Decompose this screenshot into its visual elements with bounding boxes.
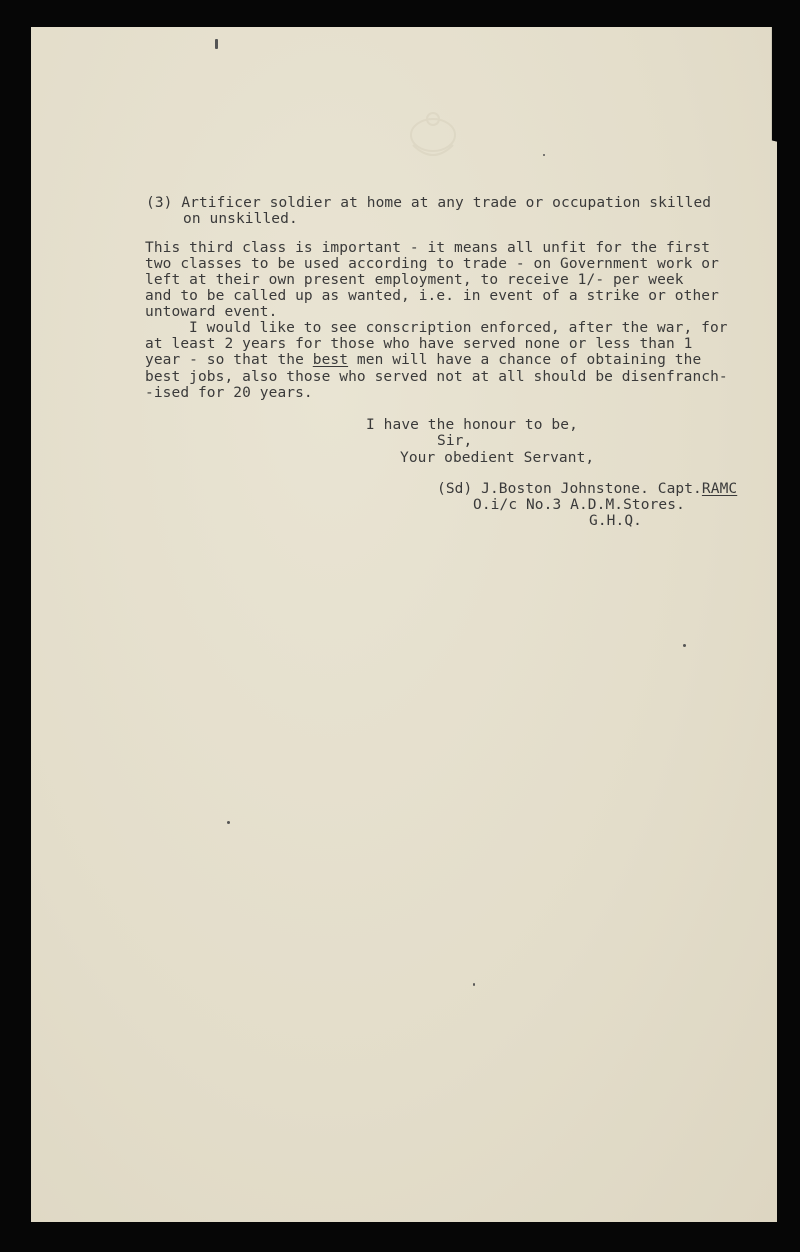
- ink-spot: [683, 644, 686, 647]
- ink-spot: [227, 821, 230, 824]
- paragraph-line: left at their own present employment, to receive 1/- per week: [145, 272, 684, 288]
- closing-salutation: Sir,: [437, 433, 473, 449]
- ink-spot: [473, 983, 475, 986]
- item-3-line-1: (3) Artificer soldier at home at any trade or occupation skilled: [146, 195, 712, 211]
- ink-spot: [543, 154, 545, 156]
- signature-name: (Sd) J.Boston Johnstone. Capt.: [437, 481, 702, 497]
- ink-spot: [215, 39, 218, 49]
- paragraph-line: I would like to see conscription enforced, after the war, for: [189, 320, 728, 336]
- signature-unit: RAMC: [701, 481, 738, 497]
- underlined-word: best: [312, 352, 349, 368]
- closing-line: Your obedient Servant,: [400, 450, 595, 466]
- signature-location: G.H.Q.: [589, 513, 642, 529]
- text-segment: men will have a chance of obtaining the: [348, 352, 702, 368]
- item-3-line-2: on unskilled.: [183, 211, 298, 227]
- paragraph-line: -ised for 20 years.: [145, 385, 313, 401]
- text-segment: year - so that the: [145, 352, 313, 368]
- paragraph-line: This third class is important - it means all unfit for the first: [145, 240, 711, 256]
- signature-line: [437, 481, 737, 498]
- paragraph-line: best jobs, also those who served not at all should be disenfranch-: [145, 369, 728, 385]
- paragraph-line: [145, 352, 701, 369]
- paragraph-line: at least 2 years for those who have served none or less than 1: [145, 336, 693, 352]
- paragraph-line: and to be called up as wanted, i.e. in event of a strike or other: [145, 288, 719, 304]
- embossed-crest-icon: [397, 105, 469, 177]
- signature-title: O.i/c No.3 A.D.M.Stores.: [473, 497, 685, 513]
- closing-line: I have the honour to be,: [366, 417, 578, 433]
- paragraph-line: two classes to be used according to trade - on Government work or: [145, 256, 719, 272]
- paragraph-line: untoward event.: [145, 304, 278, 320]
